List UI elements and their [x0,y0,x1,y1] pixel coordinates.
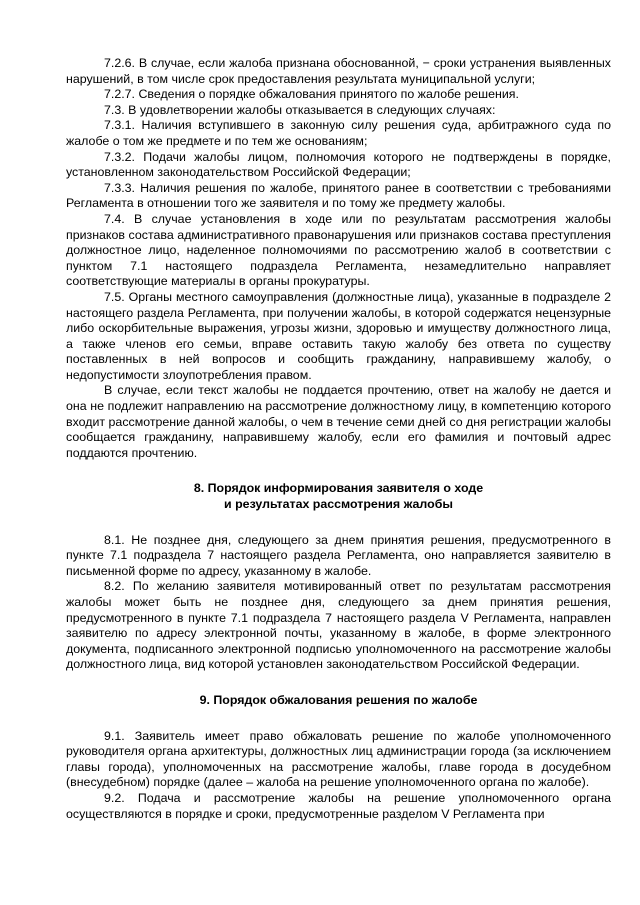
paragraph-9-1: 9.1. Заявитель имеет право обжаловать решение по жалобе уполномоченного руководителя органа архитектуры, должностных лиц администрации города (за исключением главы города), уполномоченных на рассмотрение жалобы, главе города в досудебном (внесудебном) порядке (далее – жалоба на решение уполномоченного органа по жалобе). [66,728,611,790]
document-page [66,56,611,822]
paragraph-7-3-3: 7.3.3. Наличия решения по жалобе, принятого ранее в соответствии с требованиями Регламента в отношении того же заявителя и по тому же предмету жалобы. [66,180,611,211]
paragraph-7-3-1: 7.3.1. Наличия вступившего в законную силу решения суда, арбитражного суда по жалобе о том же предмете и по тем же основаниям; [66,118,611,148]
section-9-title: 9. Порядок обжалования решения по жалобе [199,692,478,707]
paragraph-7-2-7: 7.2.7. Сведения о порядке обжалования принятого по жалобе решения. [104,87,519,102]
paragraph-7-2-6: 7.2.6. В случае, если жалоба признана обоснованной, − сроки устранения выявленных нарушений, в том числе срок предоставления результата муниципальной услуги; [66,56,611,86]
paragraph-7-5: 7.5. Органы местного самоуправления (должностные лица), указанные в подразделе 2 настоящего раздела Регламента, при получении жалобы, в которой содержатся нецензурные либо оскорбительные выражения, угрозы жизни, здоровью и имуществу должностного лица, а также членов его семьи, вправе оставить такую жалобу без ответа по существу поставленных в ней вопросов и сообщить гражданину, направившему жалобу, о недопустимости злоупотребления правом. [66,289,611,382]
paragraph-7-4: 7.4. В случае установления в ходе или по результатам рассмотрения жалобы признаков состава административного правонарушения или признаков состава преступления должностное лицо, наделенное полномочиями по рассмотрению жалоб в соответствии с пунктом 7.1 настоящего подраздела Регламента, незамедлительно направляет соответствующие материалы в органы прокуратуры. [66,211,611,289]
paragraph-unreadable-complaint: В случае, если текст жалобы не поддается прочтению, ответ на жалобу не дается и она не подлежит направлению на рассмотрение должностному лицу, в компетенцию которого входит рассмотрение данной жалобы, о чем в течение семи дней со дня регистрации жалобы сообщается гражданину, направившему жалобу, если его фамилия и почтовый адрес поддаются прочтению. [66,383,611,460]
paragraph-8-1: 8.1. Не позднее дня, следующего за днем принятия решения, предусмотренного в пункте 7.1 подраздела 7 настоящего раздела Регламента, оно направляется заявителю в письменной форме по адресу, указанному в жалобе. [66,532,611,578]
paragraph-8-2: 8.2. По желанию заявителя мотивированный ответ по результатам рассмотрения жалобы может быть не позднее дня, следующего за днем принятия решения, предусмотренного в пункте 7.1 подраздела 7 настоящего раздела V Регламента, направлен заявителю по адресу электронной почты, указанному в жалобе, в форме электронного документа, подписанного электронной подписью уполномоченного на рассмотрение жалобы должностного лица, вид которой установлен законодательством Российской Федерации. [66,579,611,672]
section-8-title-line1: 8. Порядок информирования заявителя о ходе [193,481,484,496]
paragraph-7-3: 7.3. В удовлетворении жалобы отказывается в следующих случаях: [104,102,496,117]
paragraph-7-3-2: 7.3.2. Подачи жалобы лицом, полномочия которого не подтверждены в порядке, установленном законодательством Российской Федерации; [66,149,611,180]
paragraph-9-2: 9.2. Подача и рассмотрение жалобы на решение уполномоченного органа осуществляются в порядке и сроки, предусмотренные разделом V Регламента при [66,790,611,821]
section-8-title-line2: и результатах рассмотрения жалобы [224,497,453,512]
